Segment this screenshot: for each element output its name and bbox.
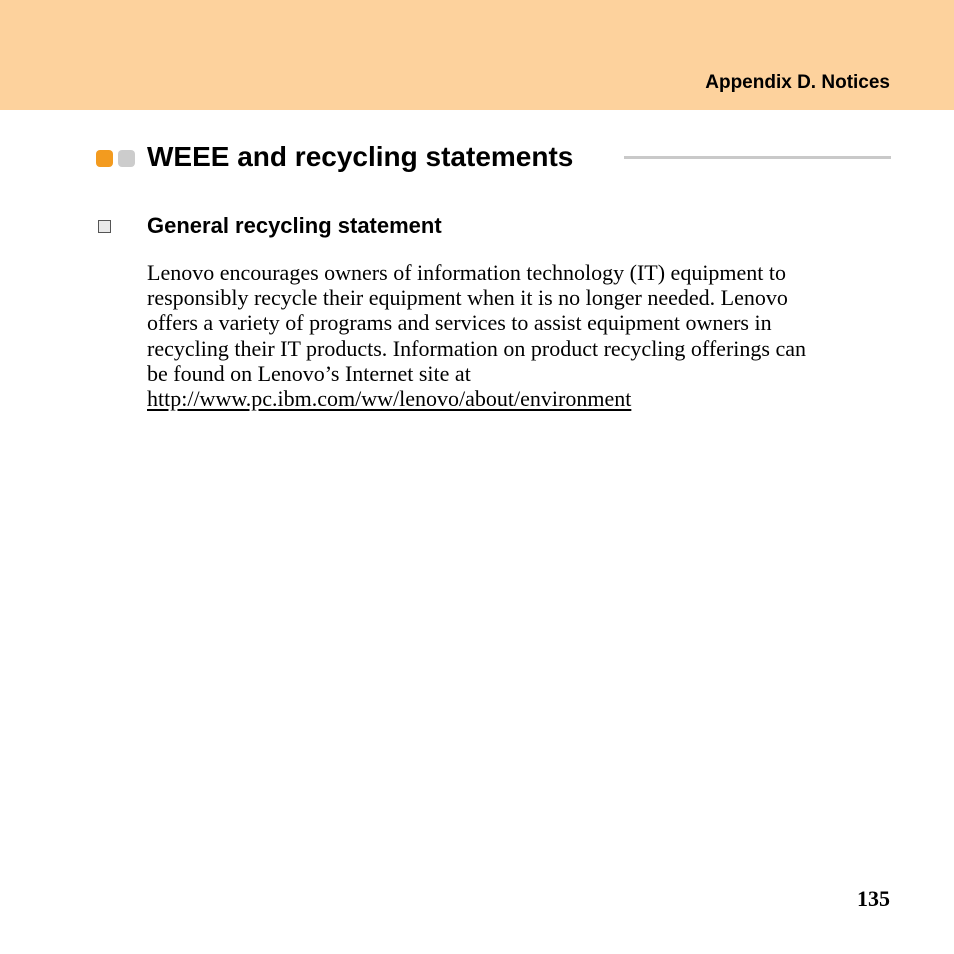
section-title-rule [624,156,891,159]
body-line: Lenovo encourages owners of information technology (IT) equipment to [147,260,787,285]
environment-link[interactable]: http://www.pc.ibm.com/ww/lenovo/about/environment [147,386,632,412]
body-line: offers a variety of programs and services to assist equipment owners in [147,310,772,336]
page-number: 135 [857,886,890,911]
section-bullets-icon [96,150,140,168]
header-band [0,0,954,110]
orange-bullet-icon [96,150,113,167]
gray-bullet-icon [118,150,135,167]
recycling-statement-body [147,260,897,411]
body-line: recycling their IT products. Information on product recycling offerings can [147,335,806,361]
square-bullet-icon [98,220,111,233]
chapter-title: Appendix D. Notices [705,72,890,93]
body-line: be found on Lenovo’s Internet site at [147,360,471,386]
subsection-title: General recycling statement [147,213,442,238]
body-line: responsibly recycle their equipment when it is no longer needed. Lenovo [147,285,788,311]
section-title: WEEE and recycling statements [147,141,574,172]
